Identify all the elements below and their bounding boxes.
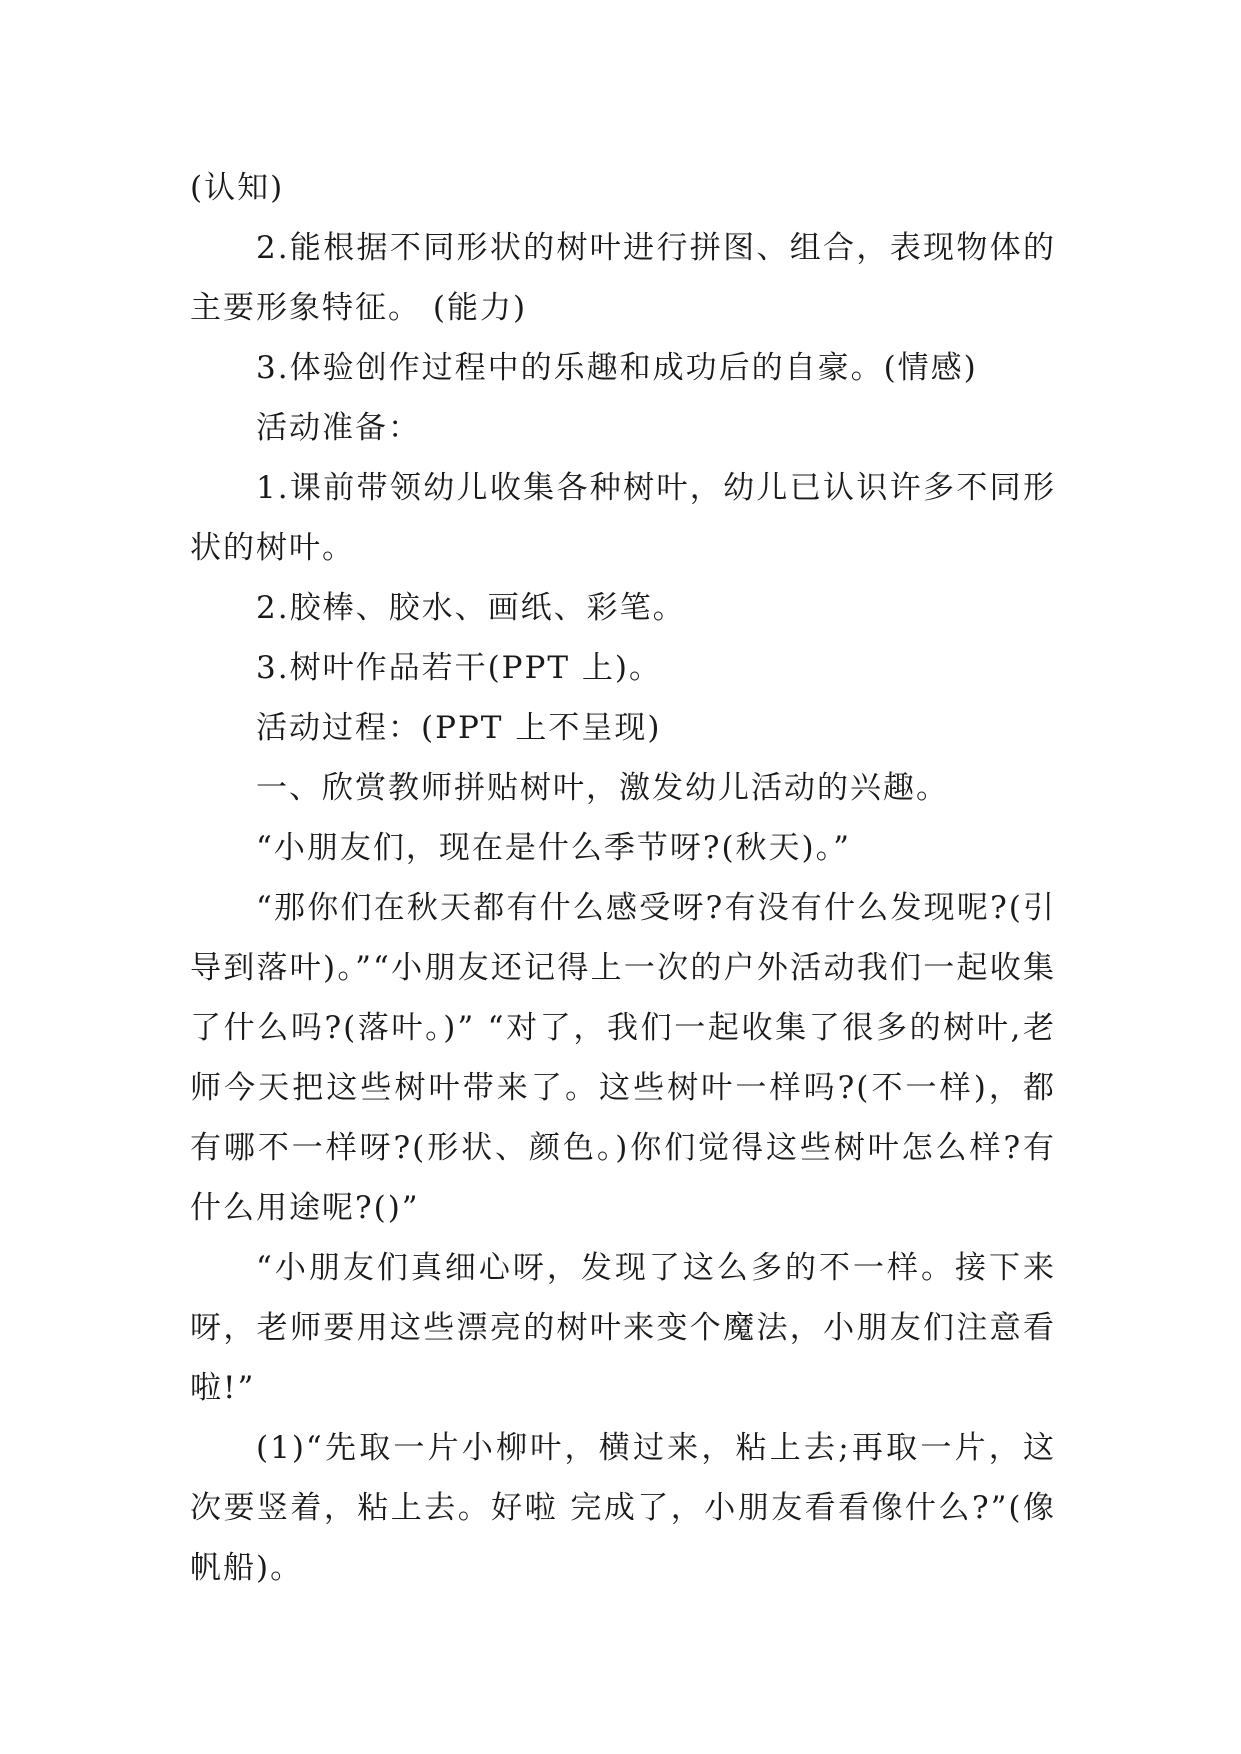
paragraph-goal-3: 3.体验创作过程中的乐趣和成功后的自豪。(情感) [256, 350, 978, 386]
paragraph-prep-3: 3.树叶作品若干(PPT 上)。 [256, 650, 663, 686]
paragraph-cognition-tag: (认知) [190, 170, 285, 206]
paragraph-demo-1: (1)“先取一片小柳叶，横过来，粘上去;再取一片，这次要竖着，粘上去。好啦 完成了，小朋友看看像什么?”(像帆船)。 [190, 1430, 1056, 1586]
paragraph-dialogue-3: “小朋友们真细心呀，发现了这么多的不一样。接下来呀，老师要用这些漂亮的树叶来变个魔法，小朋友们注意看啦!” [190, 1250, 1056, 1406]
heading-process: 活动过程：(PPT 上不呈现) [256, 710, 662, 746]
paragraph-dialogue-2: “那你们在秋天都有什么感受呀?有没有什么发现呢?(引导到落叶)。”“小朋友还记得上一次的户外活动我们一起收集了什么吗?(落叶。)” “对了，我们一起收集了很多的树叶,老师今天把这些树叶带来了。这些树叶一样吗?(不一样)，都有哪不一样呀?(形状、颜色。)你们觉得这些树叶怎么样?有什么用途呢?()” [190, 890, 1056, 1226]
paragraph-prep-2: 2.胶棒、胶水、画纸、彩笔。 [256, 590, 686, 626]
document-body [190, 158, 1056, 1598]
paragraph-dialogue-1: “小朋友们，现在是什么季节呀?(秋天)。” [256, 830, 852, 866]
paragraph-goal-2: 2.能根据不同形状的树叶进行拼图、组合，表现物体的主要形象特征。 (能力) [190, 230, 1056, 326]
paragraph-prep-1: 1.课前带领幼儿收集各种树叶，幼儿已认识许多不同形状的树叶。 [190, 470, 1056, 566]
heading-step-1: 一、欣赏教师拼贴树叶，激发幼儿活动的兴趣。 [256, 770, 949, 806]
heading-preparation: 活动准备： [256, 410, 421, 446]
